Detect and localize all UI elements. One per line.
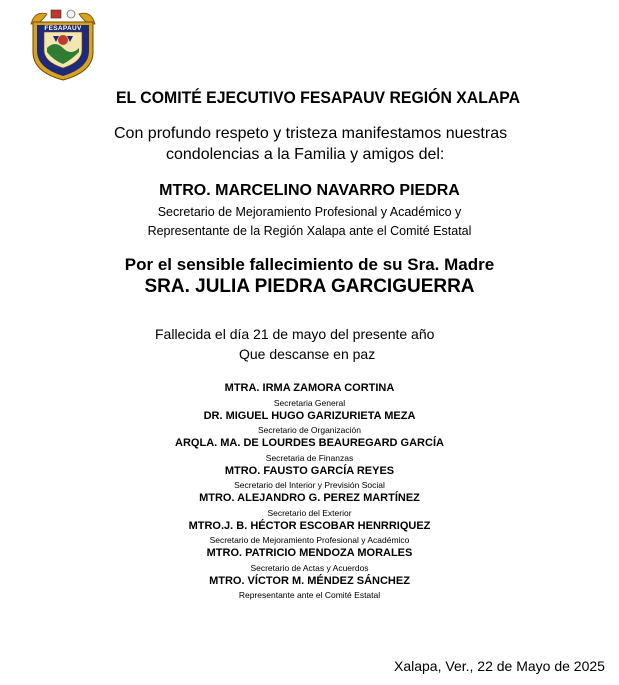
signatory-name: ARQLA. MA. DE LOURDES BEAUREGARD GARCÍA <box>175 437 444 449</box>
signatory-name: MTRA. IRMA ZAMORA CORTINA <box>224 382 395 394</box>
signatory-role: Secretario de Actas y Acuerdos <box>250 563 369 573</box>
honoree-role-line-1: Secretario de Mejoramiento Profesional y Académico y <box>157 205 462 219</box>
committee-heading: EL COMITÉ EJECUTIVO FESAPAUV REGIÓN XALAPA <box>116 88 521 107</box>
signatory-name: MTRO. ALEJANDRO G. PEREZ MARTÍNEZ <box>199 492 420 504</box>
signatory-name: MTRO.J. B. HÉCTOR ESCOBAR HENRRIQUEZ <box>188 520 431 532</box>
intro-line-2: condolencias a la Familia y amigos del: <box>166 146 445 163</box>
honoree-name: MTRO. MARCELINO NAVARRO PIEDRA <box>159 182 460 199</box>
signatory-name: MTRO. FAUSTO GARCÍA REYES <box>224 465 395 477</box>
signatory-role: Representante ante el Comité Estatal <box>238 590 381 600</box>
signatory-name: MTRO. PATRICIO MENDOZA MORALES <box>206 547 413 559</box>
shield-emblem-icon <box>25 6 101 82</box>
place-date-footer: Xalapa, Ver., 22 de Mayo de 2025 <box>394 658 605 674</box>
fesapauv-logo <box>25 6 101 82</box>
signatory-role: Secretario del Interior y Previsión Social <box>234 480 385 490</box>
reason-line: Por el sensible fallecimiento de su Sra. Madre <box>124 255 495 274</box>
rest-in-peace: Que descanse en paz <box>239 346 376 362</box>
signatory-role: Secretario de Mejoramiento Profesional y Académico <box>209 535 410 545</box>
signatory-name: DR. MIGUEL HUGO GARIZURIETA MEZA <box>203 410 416 422</box>
logo-text: FESAPAUV <box>44 25 82 32</box>
signatory-role: Secretario de Organización <box>257 425 361 435</box>
deceased-name: SRA. JULIA PIEDRA GARCIGUERRA <box>144 276 475 297</box>
intro-line-1: Con profundo respeto y tristeza manifestamos nuestras <box>114 125 508 142</box>
signatory-role: Secretaria de Finanzas <box>265 453 354 463</box>
honoree-role-line-2: Representante de la Región Xalapa ante el Comité Estatal <box>147 224 472 238</box>
signatory-role: Secretario del Exterior <box>267 508 352 518</box>
signatory-role: Secretaria General <box>273 398 346 408</box>
signatory-name: MTRO. VÍCTOR M. MÉNDEZ SÁNCHEZ <box>209 575 410 587</box>
death-note: Fallecida el día 21 de mayo del presente año <box>155 326 435 342</box>
